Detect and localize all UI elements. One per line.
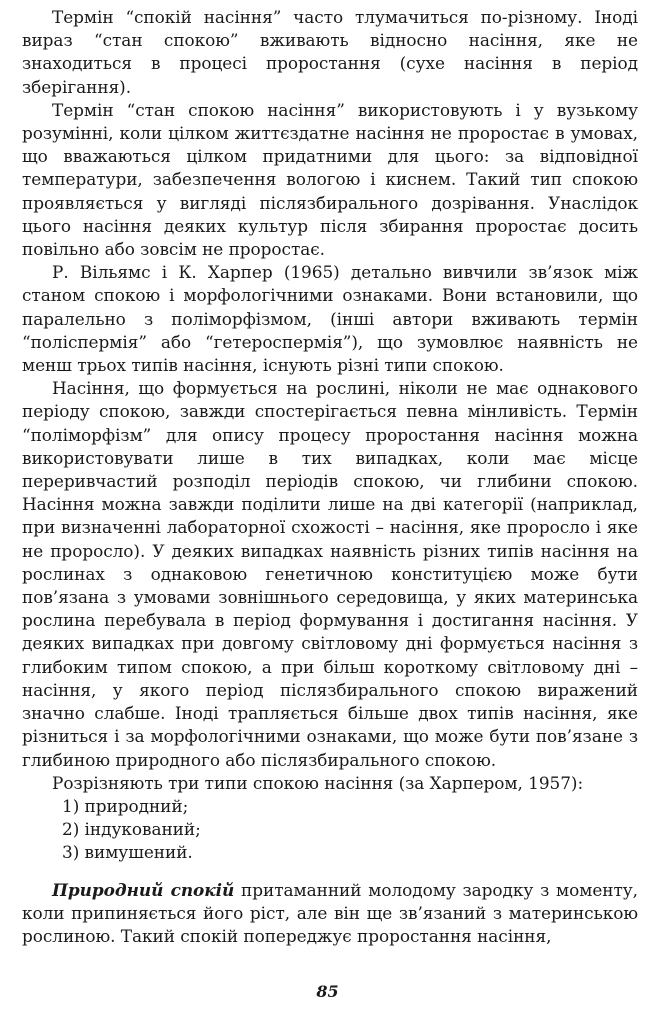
paragraph-5: Розрізняють три типи спокою насіння (за Харпером, 1957):	[52, 772, 584, 793]
paragraph-2: Термін “стан спокою насіння” використовують і у вузькому розумінні, коли цілком життєздатне насіння не проростає в умовах, що вважаються цілком придатними для цього: за відповідної температури, забезпечення вологою і киснем. Такий тип спокою проявляється у вигляді післязбирального дозрівання. Унаслідок цього насіння деяких культур після збирання проростає досить повільно або зовсім не проростає.	[22, 99, 638, 260]
paragraph-natural-dormancy	[22, 879, 638, 949]
page-number: 85	[316, 982, 339, 1001]
term-natural-dormancy: Природний спокій	[52, 879, 235, 900]
list-item: 1) природний;	[62, 795, 189, 816]
natural-dormancy-text: притаманний молодому зародку з моменту, коли припиняється його ріст, але він ще зв’язаний з материнською рослиною. Такий спокій попереджує проростання насіння,	[22, 879, 638, 946]
paragraph-3: Р. Вільямс і К. Харпер (1965) детально вивчили зв’язок між станом спокою і морфологічними ознаками. Вони встановили, що паралельно з поліморфізмом, (інші автори вживають термін “поліспермія” або “гетероспермія”), що зумовлює наявність не менш трьох типів насіння, існують різні типи спокою.	[22, 262, 638, 376]
page-body	[22, 6, 638, 948]
dormancy-types-list	[22, 795, 638, 865]
paragraph-1: Термін “спокій насіння” часто тлумачиться по-різному. Іноді вираз “стан спокою” вживають відносно насіння, яке не знаходиться в процесі проростання (сухе насіння в період зберігання).	[22, 7, 638, 97]
list-item: 3) вимушений.	[62, 842, 193, 863]
paragraph-4: Насіння, що формується на рослині, ніколи не має однакового періоду спокою, завжди спостерігається певна мінливість. Термін “поліморфізм” для опису процесу проростання насіння можна використовувати лише в тих випадках, коли має місце переривчастий розподіл періодів спокою, чи глибини спокою. Насіння можна завжди поділити лише на дві категорії (наприклад, при визначенні лабораторної схожості – насіння, яке проросло і яке не проросло). У деяких випадках наявність різних типів насіння на рослинах з однаковою генетичною конституцією може бути пов’язана з умовами зовнішнього середовища, у яких материнська рослина перебувала в період формування і достигання насіння. У деяких випадках при довгому світловому дні формується насіння з глибоким типом спокою, а при більш короткому світловому дні – насіння, у якого період післязбирального спокою виражений значно слабше. Іноді трапляється більше двох типів насіння, яке різниться і за морфологічними ознаками, що може бути пов’язане з глибиною природного або післязбирального спокою.	[22, 378, 638, 770]
list-item: 2) індукований;	[62, 819, 201, 840]
